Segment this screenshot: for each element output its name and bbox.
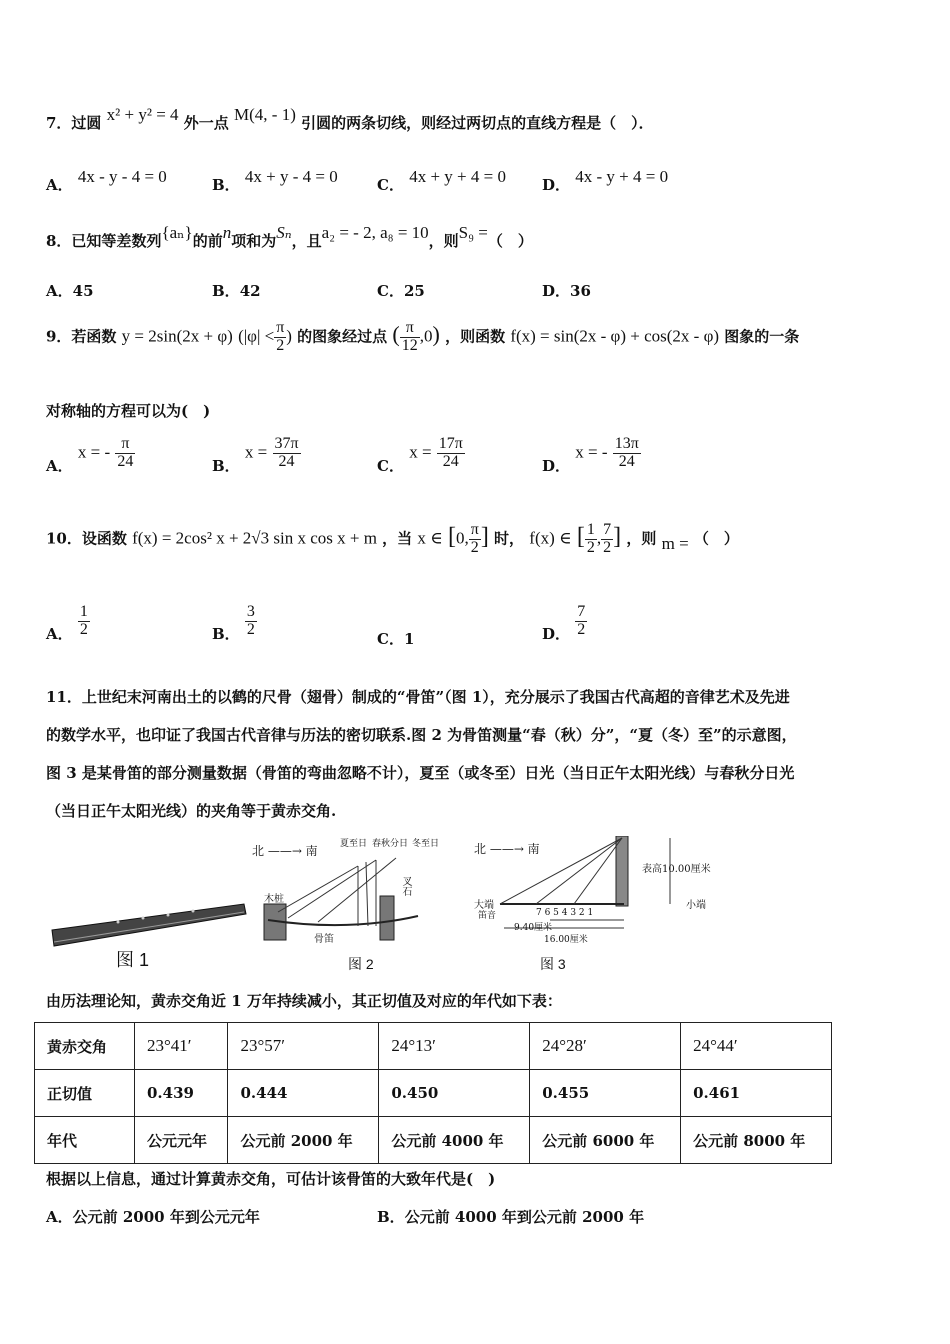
q8-option-c[interactable] <box>377 280 425 301</box>
figure-2 <box>248 836 440 972</box>
q9-option-d[interactable] <box>542 435 641 476</box>
figure-2-equinox-label: 春秋分日 <box>372 839 409 849</box>
frac-num: 7 <box>603 521 612 538</box>
q10-interval-start: 0, <box>455 528 469 548</box>
q9-number: 9．若函数 <box>46 327 117 346</box>
option-label: A． <box>46 457 73 476</box>
table-cell: 0.439 <box>135 1070 228 1117</box>
figure-3-height-label: 表高10.00厘米 <box>642 864 711 875</box>
option-label: A． <box>46 1208 73 1226</box>
frac-num: 3 <box>246 603 255 620</box>
option-value: 1 <box>403 630 415 648</box>
q9-text-tail: 图象的一条 <box>724 327 800 346</box>
option-label: D． <box>542 282 571 300</box>
q8-text: ，则 <box>428 232 459 250</box>
q10-text: 时， <box>494 529 525 548</box>
figure-3-dist2: 16.00厘米 <box>544 935 588 945</box>
table-cell: 24°28′ <box>530 1023 681 1070</box>
option-label: A． <box>46 176 73 194</box>
q11-option-a[interactable] <box>46 1206 260 1227</box>
q9-point-paren-close: ) <box>432 321 440 347</box>
q8-n: n <box>222 223 232 242</box>
q10-range-bracket: [ <box>576 523 585 550</box>
figure-3-marks: 7 6 5 4 3 2 1 <box>536 908 594 918</box>
figure-3-caption: 图 3 <box>540 956 566 972</box>
q11-line-4: （当日正午太阳光线）的夹角等于黄赤交角. <box>46 802 337 820</box>
option-label: C． <box>377 176 404 194</box>
table-cell: 公元前 6000 年 <box>530 1117 681 1164</box>
frac-num: π <box>276 319 285 336</box>
q8-option-d[interactable] <box>542 280 591 301</box>
q10-range-comma: , <box>596 528 602 548</box>
table-cell: 23°41′ <box>135 1023 228 1070</box>
option-label: D． <box>542 176 571 194</box>
option-label: B． <box>212 625 240 644</box>
q10-option-d[interactable] <box>542 603 587 644</box>
q9-stem-line2: 对称轴的方程可以为( ) <box>46 402 211 420</box>
q11-line-1: 11．上世纪末河南出土的以鹤的尺骨（翅骨）制成的“骨笛”（图 1），充分展示了我国古代高超的音律艺术及先进 <box>46 688 790 706</box>
option-value: 公元前 2000 年到公元元年 <box>72 1208 260 1226</box>
option-value: 42 <box>239 282 261 300</box>
q8-sequence: {aₙ} <box>161 223 193 242</box>
q9-option-b[interactable] <box>212 435 301 476</box>
q7-stem <box>46 105 654 133</box>
q9-f: f(x) = sin(2x - φ) + cos(2x - φ) <box>510 326 720 346</box>
q9-condition-frac <box>274 320 286 355</box>
q9-point-paren: ( <box>392 321 400 347</box>
option-value: 公元前 4000 年到公元前 2000 年 <box>404 1208 645 1226</box>
table-cell: 0.461 <box>681 1070 832 1117</box>
table-cell: 公元前 8000 年 <box>681 1117 832 1164</box>
option-frac <box>437 436 465 471</box>
table-cell: 0.444 <box>228 1070 379 1117</box>
q10-stem <box>46 522 739 557</box>
frac-num: 13π <box>614 435 639 452</box>
q10-option-a[interactable] <box>46 603 90 644</box>
option-frac <box>245 604 257 639</box>
figure-3 <box>474 836 714 972</box>
q10-option-c[interactable] <box>377 628 414 649</box>
q7-number: 7．过圆 <box>46 114 102 132</box>
q7-option-b[interactable] <box>212 166 338 194</box>
frac-den: 2 <box>79 620 88 638</box>
option-frac <box>115 436 135 471</box>
table-cell: 公元元年 <box>135 1117 228 1164</box>
frac-den: 2 <box>586 538 595 556</box>
q10-range-frac-1 <box>585 522 597 557</box>
q10-function: f(x) = 2cos² x + 2√3 sin x cos x + m <box>132 528 377 548</box>
option-label: C． <box>377 282 404 300</box>
frac-num: 1 <box>586 521 595 538</box>
q9-function: y = 2sin(2x + φ) <box>121 326 233 346</box>
figure-3-small-end: 小端 <box>686 900 706 911</box>
option-value: 36 <box>570 282 591 300</box>
q8-s9: S₉ = <box>458 223 488 242</box>
q9-option-c[interactable] <box>377 435 465 476</box>
option-label: A． <box>46 282 73 300</box>
option-prefix: x = - <box>575 442 608 462</box>
q10-range-bracket-close: ] <box>613 523 622 550</box>
option-frac <box>78 604 90 639</box>
q9-condition: (|φ| < <box>238 326 275 346</box>
q10-option-b[interactable] <box>212 603 257 644</box>
option-value: 4x + y + 4 = 0 <box>409 167 506 186</box>
figure-3-direction: 北 ——→ 南 <box>474 842 540 856</box>
q8-text: 项和为 <box>231 232 277 250</box>
q9-point-frac <box>400 320 420 355</box>
q7-circle-eq: x² + y² = 4 <box>106 105 179 124</box>
figure-2-winter-label: 冬至日 <box>412 839 440 849</box>
figure-3-dist1: 9.40厘米 <box>514 923 553 933</box>
figure-2-post-label: 木桩 <box>264 894 284 905</box>
frac-den: 12 <box>401 336 418 354</box>
q7-text: 外一点 <box>183 114 229 132</box>
frac-den: 2 <box>246 620 255 638</box>
obliquity-table <box>34 1022 832 1164</box>
option-value: 4x + y - 4 = 0 <box>244 167 338 186</box>
frac-num: π <box>115 436 135 454</box>
q8-sn: Sₙ <box>276 223 292 242</box>
option-label: D． <box>542 625 571 644</box>
q11-line-3: 图 3 是某骨笛的部分测量数据（骨笛的弯曲忽略不计），夏至（或冬至）日光（当日正午太阳光线）与春秋分日光 <box>46 764 795 782</box>
frac-den: 24 <box>442 452 459 470</box>
table-cell: 24°13′ <box>379 1023 530 1070</box>
q11-table-intro: 由历法理论知，黄赤交角近 1 万年持续减小，其正切值及对应的年代如下表： <box>46 992 562 1010</box>
option-value: 25 <box>403 282 425 300</box>
q10-bracket: [ <box>447 523 456 550</box>
table-row <box>35 1070 832 1117</box>
q10-text: ，则 <box>626 529 657 548</box>
figure-2-direction: 北 ——→ 南 <box>252 844 318 858</box>
table-row <box>35 1117 832 1164</box>
q7-option-c[interactable] <box>377 166 506 194</box>
q8-stem <box>46 223 533 251</box>
table-cell: 0.455 <box>530 1070 681 1117</box>
q10-text-tail: （ ） <box>693 529 739 548</box>
table-cell: 公元前 4000 年 <box>379 1117 530 1164</box>
frac-num: π <box>470 521 479 538</box>
q7-option-d[interactable] <box>542 166 669 194</box>
table-cell: 公元前 2000 年 <box>228 1117 379 1164</box>
frac-den: 24 <box>278 452 295 470</box>
q8-text: ，且 <box>291 232 322 250</box>
frac-den: 24 <box>618 452 635 470</box>
frac-num: 37π <box>274 435 299 452</box>
q11-question: 根据以上信息，通过计算黄赤交角，可估计该骨笛的大致年代是( ) <box>46 1170 496 1188</box>
option-value: 4x - y - 4 = 0 <box>77 167 167 186</box>
q7-option-a[interactable] <box>46 166 167 194</box>
q9-stem <box>46 320 799 355</box>
option-label: B． <box>212 176 240 194</box>
frac-den: 2 <box>276 336 285 354</box>
figure-2-summer-label: 夏至日 <box>340 839 368 849</box>
q10-number: 10．设函数 <box>46 529 127 548</box>
q9-text: ，则函数 <box>445 327 506 346</box>
table-cell: 23°57′ <box>228 1023 379 1070</box>
option-value: 4x - y + 4 = 0 <box>575 167 669 186</box>
frac-num: 1 <box>79 603 88 620</box>
q8-text: 的前 <box>192 232 223 250</box>
q10-f-in: f(x) ∈ <box>529 528 572 548</box>
option-label: B． <box>377 1208 405 1226</box>
table-row <box>35 1023 832 1070</box>
option-frac <box>613 436 641 471</box>
q7-text-tail: 引圆的两条切线，则经过两切点的直线方程是（ ）． <box>301 114 654 132</box>
figure-1 <box>48 886 248 976</box>
q10-text: ，当 <box>382 529 413 548</box>
frac-den: 2 <box>577 620 586 638</box>
q8-text: （ ） <box>487 232 533 250</box>
table-cell: 年代 <box>35 1117 135 1164</box>
frac-num: π <box>400 320 420 338</box>
frac-den: 2 <box>470 538 479 556</box>
table-cell: 黄赤交角 <box>35 1023 135 1070</box>
option-frac <box>575 604 587 639</box>
option-label: D． <box>542 457 571 476</box>
q8-number: 8．已知等差数列 <box>46 232 162 250</box>
q9-condition-end: ) <box>286 326 292 346</box>
figure-3-flute-label: 笛音 <box>478 911 497 921</box>
option-value: 45 <box>72 282 94 300</box>
q8-condition: a₂ = - 2, a₈ = 10 <box>321 223 429 242</box>
figure-1-caption: 图 1 <box>116 950 150 970</box>
q10-x-in: x ∈ <box>417 528 443 548</box>
table-cell: 24°44′ <box>681 1023 832 1070</box>
frac-den: 24 <box>117 452 134 470</box>
table-cell: 0.450 <box>379 1070 530 1117</box>
frac-num: 7 <box>577 603 586 620</box>
q9-point-rest: ,0 <box>419 326 433 346</box>
figure-3-big-end: 大端 <box>474 900 494 911</box>
q9-option-a[interactable] <box>46 435 135 476</box>
option-label: B． <box>212 282 240 300</box>
figure-2-stone-label: 叉石 <box>400 876 411 896</box>
q10-m: m = <box>661 534 689 554</box>
option-prefix: x = <box>409 442 432 462</box>
option-prefix: x = <box>244 442 268 462</box>
q7-point: M(4, - 1) <box>234 105 296 124</box>
frac-den: 2 <box>603 538 612 556</box>
q8-option-b[interactable] <box>212 280 261 301</box>
option-label: C． <box>377 630 404 648</box>
option-label: B． <box>212 457 240 476</box>
option-frac <box>273 436 301 471</box>
figure-2-flute-label: 骨笛 <box>314 934 334 945</box>
q10-range-frac-2 <box>601 522 613 557</box>
q9-text: 的图象经过点 <box>297 327 388 346</box>
option-prefix: x = - <box>77 442 111 462</box>
q11-option-b[interactable] <box>377 1206 644 1227</box>
q10-interval-frac <box>469 522 481 557</box>
table-cell: 正切值 <box>35 1070 135 1117</box>
figure-2-caption: 图 2 <box>348 956 374 972</box>
frac-num: 17π <box>438 435 463 452</box>
q10-bracket-close: ] <box>480 523 489 550</box>
option-label: A． <box>46 625 73 644</box>
q11-line-2: 的数学水平，也印证了我国古代音律与历法的密切联系.图 2 为骨笛测量“春（秋）分”，“夏（冬）至”的示意图， <box>46 726 797 744</box>
q8-option-a[interactable] <box>46 280 94 301</box>
option-label: C． <box>377 457 404 476</box>
